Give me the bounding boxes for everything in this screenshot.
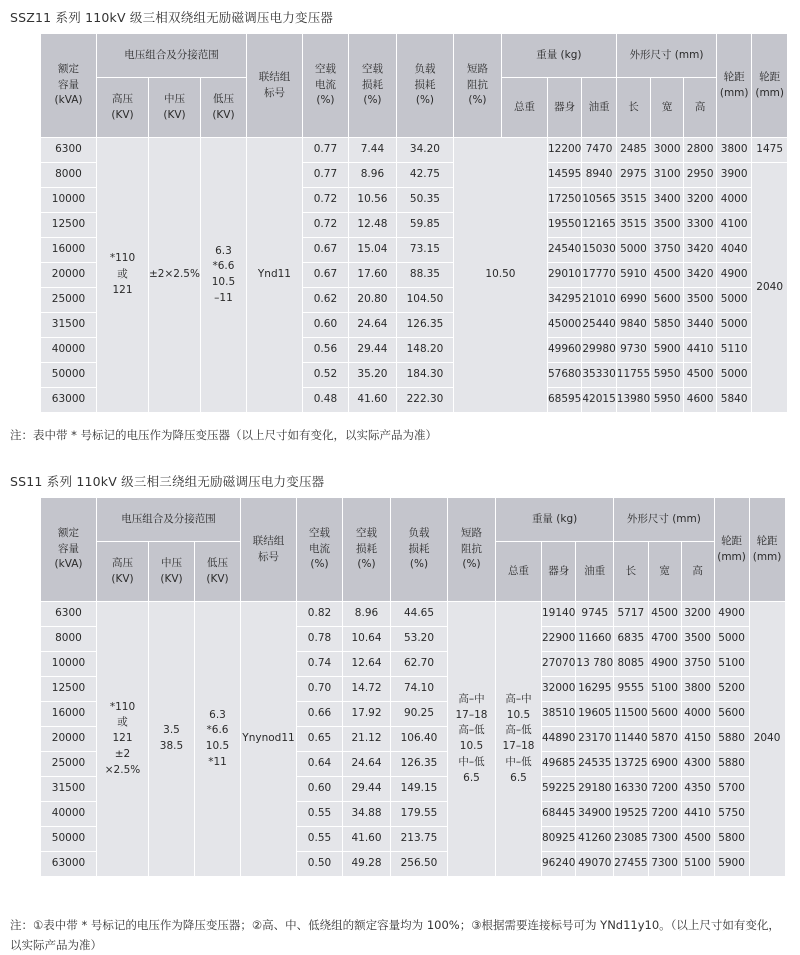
cell-rated-capacity: 8000 xyxy=(41,627,97,652)
cell-length: 8085 xyxy=(614,652,648,677)
cell-body-weight: 68595 xyxy=(547,388,581,413)
cell-width: 4700 xyxy=(648,627,681,652)
cell-load-loss: 44.65 xyxy=(391,602,448,627)
cell-noload-current: 0.78 xyxy=(297,627,343,652)
cell-rated-capacity: 25000 xyxy=(41,752,97,777)
cell-load-loss: 34.20 xyxy=(396,138,453,163)
cell-rated-capacity: 10000 xyxy=(41,652,97,677)
cell-body-weight: 49685 xyxy=(542,752,576,777)
cell-height: 4150 xyxy=(681,727,714,752)
cell-noload-current: 0.67 xyxy=(302,238,348,263)
header-connection: 联结组 标号 xyxy=(241,498,297,602)
table-row xyxy=(41,602,786,627)
cell-length: 9730 xyxy=(616,338,650,363)
cell-noload-current: 0.82 xyxy=(297,602,343,627)
cell-noload-loss: 10.64 xyxy=(343,627,391,652)
cell-width: 4900 xyxy=(648,652,681,677)
cell-body-weight: 19550 xyxy=(547,213,581,238)
cell-body-weight: 22900 xyxy=(542,627,576,652)
cell-rated-capacity: 16000 xyxy=(41,702,97,727)
cell-load-loss: 59.85 xyxy=(396,213,453,238)
header-width: 宽 xyxy=(651,78,684,138)
cell-noload-current: 0.77 xyxy=(302,138,348,163)
cell-body-weight: 96240 xyxy=(542,852,576,877)
cell-oil-weight: 42015 xyxy=(582,388,616,413)
cell-length: 2485 xyxy=(616,138,650,163)
cell-noload-loss: 24.64 xyxy=(343,752,391,777)
header-low-voltage: 低压 (KV) xyxy=(195,542,241,602)
cell-width: 7300 xyxy=(648,827,681,852)
cell-noload-current: 0.60 xyxy=(302,313,348,338)
table1-note: 注：表中带 * 号标记的电压作为降压变压器（以上尺寸如有变化，以实际产品为准） xyxy=(10,428,438,442)
header-high-voltage: 高压 (KV) xyxy=(97,542,149,602)
cell-noload-loss: 7.44 xyxy=(348,138,396,163)
cell-gauge-1: 5700 xyxy=(714,777,749,802)
cell-gauge-2: 2040 xyxy=(752,163,788,413)
cell-height: 4300 xyxy=(681,752,714,777)
cell-rated-capacity: 31500 xyxy=(41,313,97,338)
cell-gauge-1: 5200 xyxy=(714,677,749,702)
header-voltage-group: 电压组合及分接范围 xyxy=(97,498,241,542)
header-total-weight: 总重 xyxy=(496,542,542,602)
cell-noload-current: 0.52 xyxy=(302,363,348,388)
cell-noload-current: 0.55 xyxy=(297,802,343,827)
cell-height: 3800 xyxy=(681,677,714,702)
cell-body-weight: 80925 xyxy=(542,827,576,852)
cell-load-loss: 62.70 xyxy=(391,652,448,677)
cell-length: 13725 xyxy=(614,752,648,777)
header-mid-voltage: 中压 (KV) xyxy=(149,542,195,602)
cell-noload-current: 0.50 xyxy=(297,852,343,877)
cell-noload-loss: 21.12 xyxy=(343,727,391,752)
cell-noload-loss: 20.80 xyxy=(348,288,396,313)
header-height: 高 xyxy=(681,542,714,602)
cell-height: 3440 xyxy=(684,313,717,338)
cell-width: 5870 xyxy=(648,727,681,752)
cell-length: 3515 xyxy=(616,213,650,238)
cell-height: 3420 xyxy=(684,263,717,288)
cell-load-loss: 74.10 xyxy=(391,677,448,702)
cell-load-loss: 104.50 xyxy=(396,288,453,313)
cell-length: 3515 xyxy=(616,188,650,213)
cell-height: 4000 xyxy=(681,702,714,727)
header-connection: 联结组 标号 xyxy=(246,34,302,138)
cell-rated-capacity: 50000 xyxy=(41,827,97,852)
cell-noload-loss: 35.20 xyxy=(348,363,396,388)
cell-length: 16330 xyxy=(614,777,648,802)
cell-noload-current: 0.66 xyxy=(297,702,343,727)
cell-load-loss: 106.40 xyxy=(391,727,448,752)
cell-oil-weight: 13 780 xyxy=(576,652,614,677)
header-rated-capacity: 额定 容量 (kVA) xyxy=(41,498,97,602)
cell-width: 3750 xyxy=(651,238,684,263)
table2-note: 注：①表中带 * 号标记的电压作为降压变压器；②高、中、低绕组的额定容量均为 100%；③根据需要连接标号可为 YNd11y10。（以上尺寸如有变化，以实际产品为准） xyxy=(10,918,780,952)
cell-length: 9555 xyxy=(614,677,648,702)
cell-load-loss: 50.35 xyxy=(396,188,453,213)
cell-noload-loss: 41.60 xyxy=(348,388,396,413)
header-load-loss: 负载 损耗 (%) xyxy=(396,34,453,138)
cell-oil-weight: 41260 xyxy=(576,827,614,852)
cell-noload-current: 0.56 xyxy=(302,338,348,363)
cell-rated-capacity: 31500 xyxy=(41,777,97,802)
cell-oil-weight: 23170 xyxy=(576,727,614,752)
header-oil-weight: 油重 xyxy=(576,542,614,602)
cell-body-weight: 68445 xyxy=(542,802,576,827)
cell-height: 4350 xyxy=(681,777,714,802)
cell-body-weight: 49960 xyxy=(547,338,581,363)
cell-noload-loss: 49.28 xyxy=(343,852,391,877)
cell-height: 4500 xyxy=(681,827,714,852)
cell-mid-voltage: 3.5 38.5 xyxy=(149,602,195,877)
cell-body-weight: 14595 xyxy=(547,163,581,188)
cell-width: 6900 xyxy=(648,752,681,777)
cell-length: 11440 xyxy=(614,727,648,752)
cell-rated-capacity: 40000 xyxy=(41,338,97,363)
cell-load-loss: 126.35 xyxy=(391,752,448,777)
cell-length: 9840 xyxy=(616,313,650,338)
cell-oil-weight: 29180 xyxy=(576,777,614,802)
cell-load-loss: 42.75 xyxy=(396,163,453,188)
cell-gauge-1: 3900 xyxy=(717,163,752,188)
cell-oil-weight: 29980 xyxy=(582,338,616,363)
header-dimensions: 外形尺寸 (mm) xyxy=(616,34,716,78)
cell-height: 4600 xyxy=(684,388,717,413)
cell-rated-capacity: 6300 xyxy=(41,602,97,627)
cell-noload-current: 0.65 xyxy=(297,727,343,752)
cell-oil-weight: 35330 xyxy=(582,363,616,388)
cell-load-loss: 126.35 xyxy=(396,313,453,338)
cell-gauge-1: 5880 xyxy=(714,752,749,777)
cell-height: 3300 xyxy=(684,213,717,238)
cell-rated-capacity: 10000 xyxy=(41,188,97,213)
cell-oil-weight: 12165 xyxy=(582,213,616,238)
cell-gauge-1: 3800 xyxy=(717,138,752,163)
header-body-weight: 器身 xyxy=(547,78,581,138)
cell-oil-weight: 10565 xyxy=(582,188,616,213)
cell-body-weight: 38510 xyxy=(542,702,576,727)
cell-rated-capacity: 12500 xyxy=(41,213,97,238)
cell-height: 3500 xyxy=(681,627,714,652)
cell-gauge-2: 2040 xyxy=(749,602,785,877)
cell-load-loss: 149.15 xyxy=(391,777,448,802)
cell-width: 7200 xyxy=(648,777,681,802)
cell-low-voltage: 6.3 *6.6 10.5 –11 xyxy=(200,138,246,413)
header-load-loss: 负载 损耗 (%) xyxy=(391,498,448,602)
header-noload-loss: 空载 损耗 (%) xyxy=(348,34,396,138)
cell-oil-weight: 11660 xyxy=(576,627,614,652)
header-short-impedance: 短路 阻抗 (%) xyxy=(453,34,501,138)
cell-noload-current: 0.55 xyxy=(297,827,343,852)
cell-body-weight: 17250 xyxy=(547,188,581,213)
header-gauge-2: 轮距 (mm) xyxy=(752,34,788,138)
cell-noload-loss: 10.56 xyxy=(348,188,396,213)
cell-gauge-1: 5000 xyxy=(714,627,749,652)
cell-body-weight: 59225 xyxy=(542,777,576,802)
cell-load-loss: 73.15 xyxy=(396,238,453,263)
cell-noload-current: 0.64 xyxy=(297,752,343,777)
header-noload-current: 空载 电流 (%) xyxy=(302,34,348,138)
cell-oil-weight: 8940 xyxy=(582,163,616,188)
cell-load-loss: 53.20 xyxy=(391,627,448,652)
cell-oil-weight: 25440 xyxy=(582,313,616,338)
header-short-impedance: 短路 阻抗 (%) xyxy=(448,498,496,602)
table2-title: SS11 系列 110kV 级三相三绕组无励磁调压电力变压器 xyxy=(10,474,325,489)
cell-length: 5000 xyxy=(616,238,650,263)
cell-noload-current: 0.67 xyxy=(302,263,348,288)
header-noload-loss: 空载 损耗 (%) xyxy=(343,498,391,602)
cell-noload-current: 0.72 xyxy=(302,213,348,238)
cell-gauge-1: 5000 xyxy=(717,288,752,313)
header-weight: 重量 (kg) xyxy=(496,498,614,542)
cell-length: 5910 xyxy=(616,263,650,288)
cell-load-loss: 148.20 xyxy=(396,338,453,363)
cell-gauge-1: 5100 xyxy=(714,652,749,677)
cell-rated-capacity: 20000 xyxy=(41,263,97,288)
cell-noload-loss: 29.44 xyxy=(348,338,396,363)
cell-width: 3500 xyxy=(651,213,684,238)
cell-length: 27455 xyxy=(614,852,648,877)
cell-gauge-1: 5750 xyxy=(714,802,749,827)
cell-high-voltage: *110 或 121 ±2 ×2.5% xyxy=(97,602,149,877)
cell-body-weight: 57680 xyxy=(547,363,581,388)
cell-gauge-1: 4900 xyxy=(717,263,752,288)
cell-height: 3200 xyxy=(681,602,714,627)
cell-gauge-1: 5110 xyxy=(717,338,752,363)
cell-length: 5717 xyxy=(614,602,648,627)
table1-title: SSZ11 系列 110kV 级三相双绕组无励磁调压电力变压器 xyxy=(10,10,334,25)
header-mid-voltage: 中压 (KV) xyxy=(149,78,201,138)
cell-rated-capacity: 6300 xyxy=(41,138,97,163)
cell-height: 3420 xyxy=(684,238,717,263)
cell-width: 5950 xyxy=(651,388,684,413)
cell-oil-weight: 24535 xyxy=(576,752,614,777)
cell-body-weight: 45000 xyxy=(547,313,581,338)
cell-connection: Ynynod11 xyxy=(241,602,297,877)
cell-width: 5600 xyxy=(651,288,684,313)
cell-rated-capacity: 63000 xyxy=(41,388,97,413)
cell-noload-current: 0.72 xyxy=(302,188,348,213)
cell-width: 5950 xyxy=(651,363,684,388)
header-total-weight: 总重 xyxy=(501,78,547,138)
cell-noload-current: 0.70 xyxy=(297,677,343,702)
cell-load-loss: 184.30 xyxy=(396,363,453,388)
header-gauge-2: 轮距 (mm) xyxy=(749,498,785,602)
cell-rated-capacity: 12500 xyxy=(41,677,97,702)
cell-noload-current: 0.74 xyxy=(297,652,343,677)
ss11-spec-table xyxy=(40,497,786,877)
cell-width: 7200 xyxy=(648,802,681,827)
cell-oil-weight: 16295 xyxy=(576,677,614,702)
cell-width: 4500 xyxy=(651,263,684,288)
cell-rated-capacity: 50000 xyxy=(41,363,97,388)
cell-rated-capacity: 40000 xyxy=(41,802,97,827)
cell-height: 2800 xyxy=(684,138,717,163)
cell-oil-weight: 21010 xyxy=(582,288,616,313)
cell-gauge-2: 1475 xyxy=(752,138,788,163)
table-row xyxy=(41,138,788,163)
cell-width: 3100 xyxy=(651,163,684,188)
header-length: 长 xyxy=(616,78,650,138)
header-voltage-group: 电压组合及分接范围 xyxy=(97,34,247,78)
cell-noload-loss: 12.48 xyxy=(348,213,396,238)
cell-rated-capacity: 8000 xyxy=(41,163,97,188)
cell-gauge-1: 4040 xyxy=(717,238,752,263)
cell-mid-voltage: ±2×2.5% xyxy=(149,138,201,413)
cell-noload-loss: 34.88 xyxy=(343,802,391,827)
cell-width: 5850 xyxy=(651,313,684,338)
cell-height: 3750 xyxy=(681,652,714,677)
cell-length: 2975 xyxy=(616,163,650,188)
cell-noload-current: 0.62 xyxy=(302,288,348,313)
cell-connection: Ynd11 xyxy=(246,138,302,413)
cell-load-loss: 88.35 xyxy=(396,263,453,288)
header-gauge-1: 轮距 (mm) xyxy=(714,498,749,602)
cell-noload-loss: 17.92 xyxy=(343,702,391,727)
cell-length: 11500 xyxy=(614,702,648,727)
cell-length: 6990 xyxy=(616,288,650,313)
cell-gauge-1: 4000 xyxy=(717,188,752,213)
cell-load-loss: 179.55 xyxy=(391,802,448,827)
cell-gauge-1: 5900 xyxy=(714,852,749,877)
cell-height: 4410 xyxy=(684,338,717,363)
cell-length: 19525 xyxy=(614,802,648,827)
cell-oil-weight: 34900 xyxy=(576,802,614,827)
cell-load-loss: 90.25 xyxy=(391,702,448,727)
cell-noload-loss: 8.96 xyxy=(343,602,391,627)
cell-gauge-1: 5880 xyxy=(714,727,749,752)
cell-total-weight: 高–中 10.5 高–低 17–18 中–低 6.5 xyxy=(496,602,542,877)
cell-oil-weight: 17770 xyxy=(582,263,616,288)
cell-noload-loss: 15.04 xyxy=(348,238,396,263)
cell-height: 4500 xyxy=(684,363,717,388)
cell-load-loss: 256.50 xyxy=(391,852,448,877)
header-rated-capacity: 额定 容量 (kVA) xyxy=(41,34,97,138)
cell-noload-loss: 8.96 xyxy=(348,163,396,188)
header-width: 宽 xyxy=(648,542,681,602)
cell-noload-loss: 29.44 xyxy=(343,777,391,802)
cell-length: 13980 xyxy=(616,388,650,413)
cell-height: 3200 xyxy=(684,188,717,213)
cell-width: 3000 xyxy=(651,138,684,163)
cell-body-weight: 29010 xyxy=(547,263,581,288)
cell-short-impedance: 10.50 xyxy=(453,138,547,413)
cell-width: 5100 xyxy=(648,677,681,702)
cell-gauge-1: 5800 xyxy=(714,827,749,852)
cell-body-weight: 34295 xyxy=(547,288,581,313)
header-high-voltage: 高压 (KV) xyxy=(97,78,149,138)
cell-body-weight: 12200 xyxy=(547,138,581,163)
cell-height: 3500 xyxy=(684,288,717,313)
cell-oil-weight: 19605 xyxy=(576,702,614,727)
cell-rated-capacity: 20000 xyxy=(41,727,97,752)
cell-oil-weight: 49070 xyxy=(576,852,614,877)
cell-body-weight: 19140 xyxy=(542,602,576,627)
cell-noload-loss: 12.64 xyxy=(343,652,391,677)
cell-height: 4410 xyxy=(681,802,714,827)
cell-gauge-1: 4100 xyxy=(717,213,752,238)
header-gauge-1: 轮距 (mm) xyxy=(717,34,752,138)
cell-gauge-1: 5000 xyxy=(717,313,752,338)
header-dimensions: 外形尺寸 (mm) xyxy=(614,498,714,542)
header-length: 长 xyxy=(614,542,648,602)
ssz11-spec-table xyxy=(40,33,788,413)
header-weight: 重量 (kg) xyxy=(501,34,616,78)
cell-noload-loss: 14.72 xyxy=(343,677,391,702)
cell-body-weight: 44890 xyxy=(542,727,576,752)
cell-width: 5900 xyxy=(651,338,684,363)
cell-width: 7300 xyxy=(648,852,681,877)
cell-load-loss: 222.30 xyxy=(396,388,453,413)
header-noload-current: 空载 电流 (%) xyxy=(297,498,343,602)
cell-gauge-1: 4900 xyxy=(714,602,749,627)
cell-length: 11755 xyxy=(616,363,650,388)
cell-low-voltage: 6.3 *6.6 10.5 *11 xyxy=(195,602,241,877)
cell-oil-weight: 15030 xyxy=(582,238,616,263)
cell-body-weight: 27070 xyxy=(542,652,576,677)
header-body-weight: 器身 xyxy=(542,542,576,602)
cell-gauge-1: 5000 xyxy=(717,363,752,388)
cell-body-weight: 24540 xyxy=(547,238,581,263)
cell-noload-loss: 41.60 xyxy=(343,827,391,852)
cell-oil-weight: 7470 xyxy=(582,138,616,163)
cell-height: 2950 xyxy=(684,163,717,188)
cell-width: 5600 xyxy=(648,702,681,727)
cell-short-impedance: 高–中 17–18 高–低 10.5 中–低 6.5 xyxy=(448,602,496,877)
cell-high-voltage: *110 或 121 xyxy=(97,138,149,413)
cell-noload-loss: 24.64 xyxy=(348,313,396,338)
cell-rated-capacity: 63000 xyxy=(41,852,97,877)
cell-gauge-1: 5840 xyxy=(717,388,752,413)
cell-length: 6835 xyxy=(614,627,648,652)
cell-noload-current: 0.77 xyxy=(302,163,348,188)
cell-width: 3400 xyxy=(651,188,684,213)
cell-rated-capacity: 16000 xyxy=(41,238,97,263)
cell-width: 4500 xyxy=(648,602,681,627)
header-low-voltage: 低压 (KV) xyxy=(200,78,246,138)
header-oil-weight: 油重 xyxy=(582,78,616,138)
cell-rated-capacity: 25000 xyxy=(41,288,97,313)
cell-height: 5100 xyxy=(681,852,714,877)
cell-length: 23085 xyxy=(614,827,648,852)
cell-load-loss: 213.75 xyxy=(391,827,448,852)
cell-noload-current: 0.60 xyxy=(297,777,343,802)
cell-noload-loss: 17.60 xyxy=(348,263,396,288)
cell-oil-weight: 9745 xyxy=(576,602,614,627)
cell-body-weight: 32000 xyxy=(542,677,576,702)
header-height: 高 xyxy=(684,78,717,138)
cell-gauge-1: 5600 xyxy=(714,702,749,727)
cell-noload-current: 0.48 xyxy=(302,388,348,413)
